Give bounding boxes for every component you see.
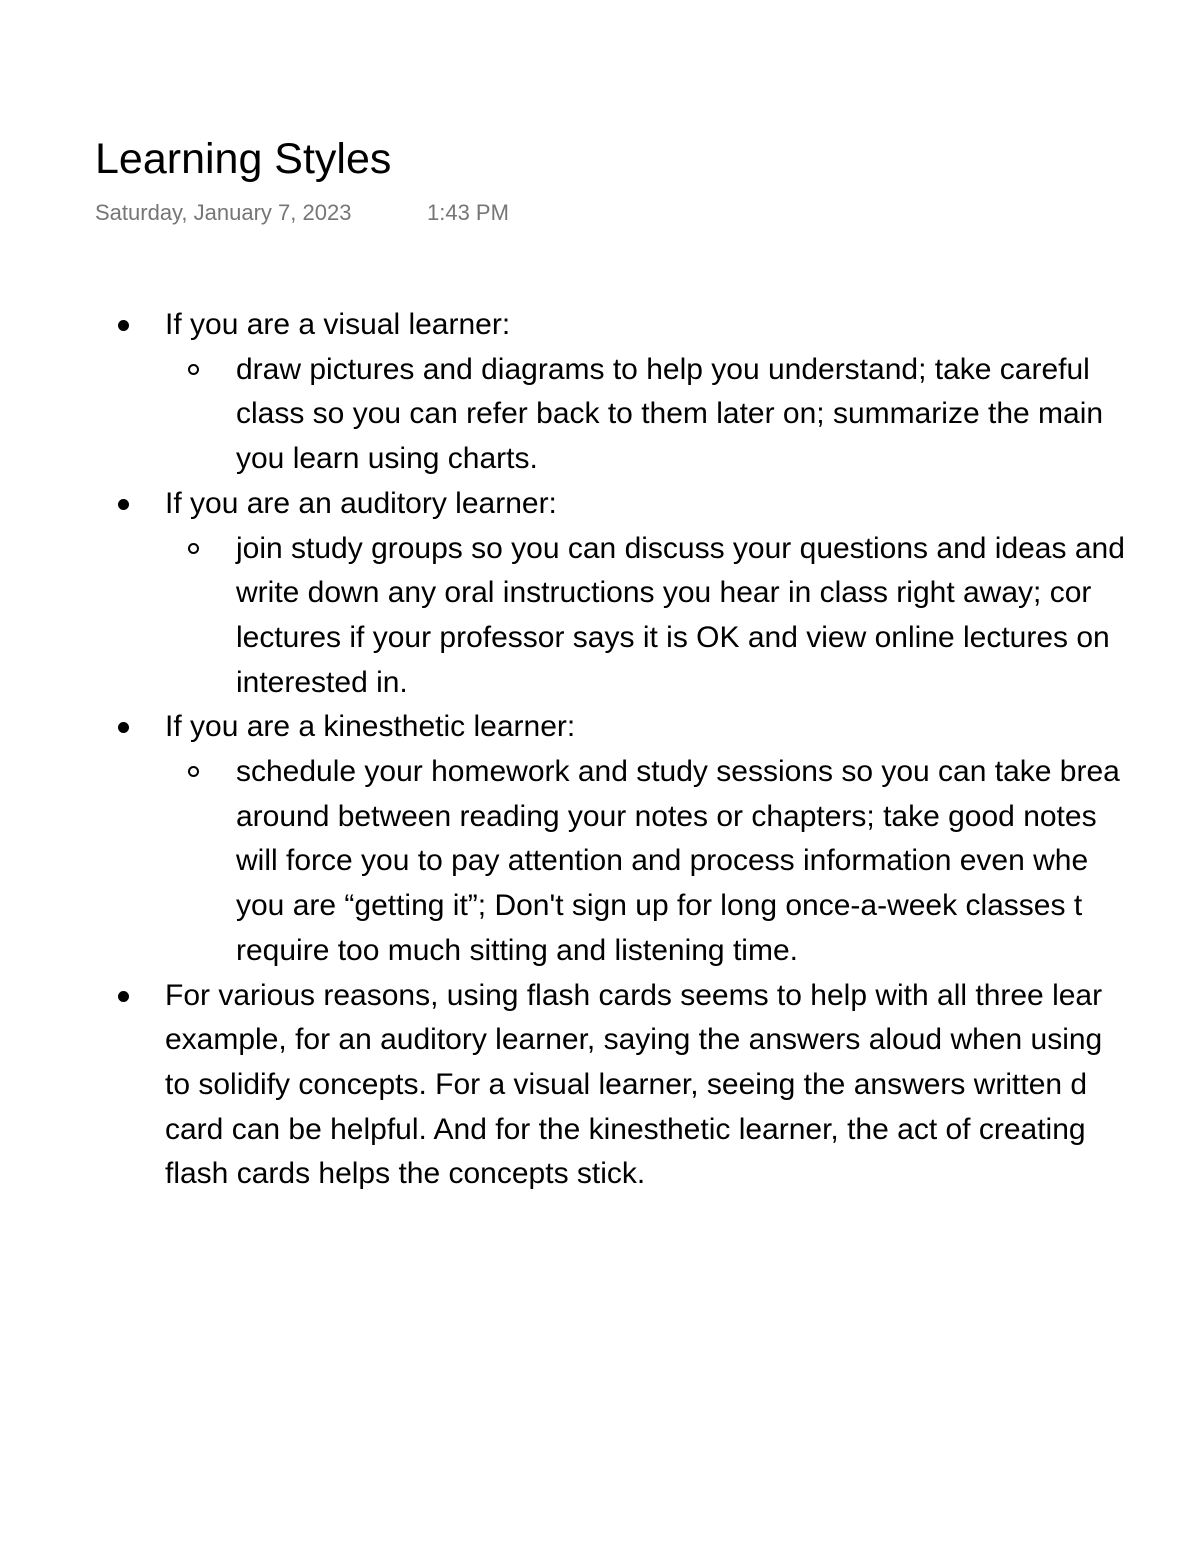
list-item-label: If you are a kinesthetic learner:: [165, 710, 576, 744]
text-line: join study groups so you can discuss your questions and ideas and: [236, 531, 1125, 565]
text-line: interested in.: [236, 665, 408, 699]
page-title: Learning Styles: [95, 135, 392, 183]
text-line: card can be helpful. And for the kinesthetic learner, the act of creating: [165, 1112, 1086, 1146]
note-timestamp: [95, 199, 509, 227]
text-line: write down any oral instructions you hear in class right away; cor: [236, 576, 1092, 610]
note-date: Saturday, January 7, 2023: [95, 200, 352, 225]
text-line: lectures if your professor says it is OK and view online lectures on: [236, 620, 1110, 654]
text-line: require too much sitting and listening time.: [236, 933, 798, 967]
text-line: class so you can refer back to them later on; summarize the main: [236, 397, 1104, 431]
text-line: you are “getting it”; Don't sign up for long once-a-week classes t: [236, 889, 1083, 923]
text-line: you learn using charts.: [236, 442, 538, 476]
sub-list-item: [236, 527, 1125, 706]
text-line: For various reasons, using flash cards seems to help with all three lear: [165, 978, 1103, 1012]
text-line: around between reading your notes or chapters; take good notes: [236, 799, 1097, 833]
sub-list-item: [236, 348, 1103, 482]
text-line: draw pictures and diagrams to help you understand; take careful: [236, 352, 1090, 386]
text-line: to solidify concepts. For a visual learner, seeing the answers written d: [165, 1067, 1088, 1101]
text-line: will force you to pay attention and process information even whe: [236, 844, 1089, 878]
sub-list-item: [236, 750, 1120, 973]
list-item-label: If you are an auditory learner:: [165, 486, 557, 520]
text-line: flash cards helps the concepts stick.: [165, 1157, 646, 1191]
list-item-label: If you are a visual learner:: [165, 308, 511, 341]
text-line: example, for an auditory learner, saying the answers aloud when using: [165, 1023, 1103, 1057]
list-item-paragraph: [165, 974, 1102, 1197]
text-line: schedule your homework and study sessions so you can take brea: [236, 755, 1120, 788]
note-time: 1:43 PM: [427, 200, 509, 225]
